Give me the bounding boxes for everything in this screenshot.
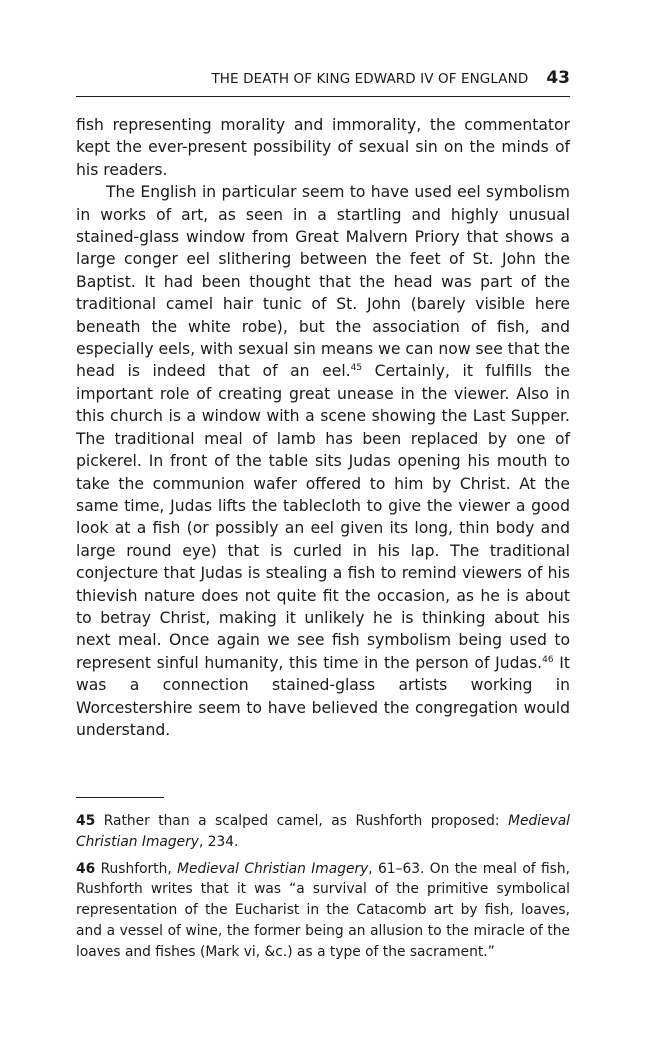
footnote-46-text-b: , 61–63. On the meal of fish, Rushforth writes that it was “a survival of the primitive symbolical representation of the Eucharist in the Catacomb art by fish, loaves, and a vessel of wine, the former being an allusion to the miracle of the loaves and fishes (Mark vi, &c.) as a type of the sacrament.” bbox=[76, 860, 570, 960]
footnote-45-title: Medieval Christian Imagery bbox=[76, 813, 570, 850]
book-page bbox=[76, 0, 570, 1060]
running-title: THE DEATH OF KING EDWARD IV OF ENGLAND bbox=[211, 71, 529, 87]
footnote-46 bbox=[76, 859, 570, 963]
footnote-45-number: 45 bbox=[76, 813, 96, 829]
footnote-46-number: 46 bbox=[76, 860, 96, 877]
footnote-rule bbox=[76, 797, 164, 798]
body-text bbox=[76, 114, 570, 741]
footnote-45-text-b: , 234. bbox=[198, 833, 239, 850]
footnote-45 bbox=[76, 811, 570, 853]
footnote-ref-45[interactable]: 45 bbox=[350, 363, 363, 374]
page-number: 43 bbox=[546, 68, 570, 88]
paragraph-2-part-b: Certainly, it fulfills the important role of creating great unease in the viewer. Also in this church is a window with a scene showing the Last Supper. The traditional meal of lamb has been replaced by one of pickerel. In front of the table sits Judas opening his mouth to take the communion wafer offered to him by Christ. At the same time, Judas lifts the tablecloth to give the viewer a good look at a fish (or possibly an eel given its long, thin body and large round eye) that is curled in his lap. The traditional conjecture that Judas is stealing a fish to remind viewers of his thievish nature does not quite fit the occasion, as he is about to betray Christ, making it unlikely he is thinking about his next meal. Once again we see fish symbolism being used to represent sinful humanity, this time in the person of Judas. bbox=[76, 362, 570, 672]
footnotes bbox=[76, 811, 570, 969]
running-head bbox=[76, 68, 570, 92]
footnote-45-text-a: Rather than a scalped camel, as Rushforth proposed: bbox=[103, 813, 509, 829]
paragraph-1: fish representing morality and immorality, the commentator kept the ever-present possibility of sexual sin on the minds of his readers. bbox=[76, 116, 570, 179]
footnote-46-title: Medieval Christian Imagery bbox=[177, 860, 369, 877]
header-rule bbox=[76, 96, 570, 97]
footnote-ref-46[interactable]: 46 bbox=[542, 654, 554, 665]
paragraph-2-part-a: The English in particular seem to have used eel symbolism in works of art, as seen in a startling and highly unusual stained-glass window from Great Malvern Priory that shows a large conger eel slithering between the feet of St. John the Baptist. It had been thought that the head was part of the traditional camel hair tunic of St. John (barely visible here beneath the white robe), but the association of fish, and especially eels, with sexual sin means we can now see that the head is indeed that of an eel. bbox=[76, 183, 571, 381]
footnote-46-text-a: Rushforth, bbox=[100, 860, 178, 877]
paragraph-2 bbox=[76, 181, 570, 741]
paragraph-2-part-c: It was a connection stained-glass artists working in Worcestershire seem to have believed the congregation would understand. bbox=[76, 653, 570, 739]
